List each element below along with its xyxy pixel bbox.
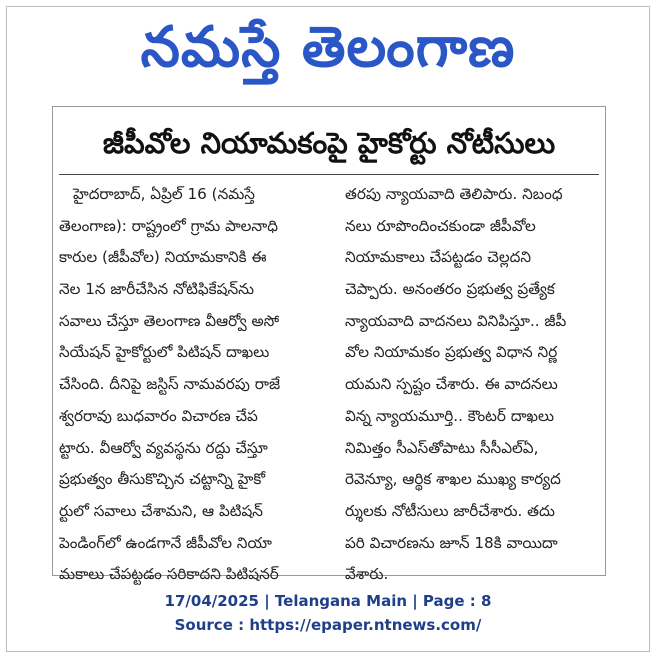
article-line: నలు రూపొందించకుండా జీపీవోల [345,216,536,235]
article-line: తరపు న్యాయవాది తెలిపారు. నిబంధ [345,185,563,203]
article-line: కారుల (జీపీవోల) నియామకానికి ఈ [59,248,267,267]
article-line: తెలంగాణ): రాష్ట్రంలో గ్రామ పాలనాధి [59,216,278,235]
article-line: వేశారు. [345,565,389,584]
article-line: నిమిత్తం సీఎస్‌తోపాటు సీసీఎల్ఏ, [345,438,539,457]
article-headline: జీపీవోల నియామకంపై హైకోర్టు నోటీసులు [102,126,556,160]
article-line: నెల 1న జారీచేసిన నోటిఫికేషన్‌ను [59,280,255,299]
article-line: సియేషన్ హైకోర్టులో పిటిషన్ దాఖలు [59,343,270,362]
article-line: యమని స్పష్టం చేశారు. ఈ వాదనలు [345,375,558,394]
article-line: మకాలు చేపట్టడం సరికాదని పిటిషనర్ [59,565,279,584]
article-line: ట్టారు. వీఆర్వో వ్యవస్థను రద్దు చేస్తూ [59,438,268,457]
article-line: చేసింది. దీనిపై జస్టిస్ నామవరపు రాజే [59,375,281,394]
article-line: న్యాయవాది వాదనలు వినిపిస్తూ.. జీపీ [345,311,567,330]
article-column-left [59,179,331,591]
publication-info: 17/04/2025 | Telangana Main | Page : 8 [164,592,492,610]
newspaper-logo: నమస్తే తెలంగాణ [140,15,516,80]
article-line: విన్న న్యాయమూర్తి.. కౌంటర్ దాఖలు [345,406,555,425]
article-line: హైదరాబాద్, ఏప్రిల్ 16 (నమస్తే [73,185,255,203]
source-link[interactable]: Source : https://epaper.ntnews.com/ [174,616,482,634]
article-line: వోల నియామకం ప్రభుత్వ విధాన నిర్ణ [345,343,558,362]
article-line: శ్వరరావు బుధవారం విచారణ చేప [59,406,258,425]
article-clipping [52,106,606,584]
article-line: పెండింగ్‌లో ఉండగానే జీపీవోల నియా [59,533,272,552]
article-line: ర్టులో సవాలు చేశామని, ఆ పిటిషన్ [59,501,263,520]
article-line: ప్రభుత్వం తీసుకొచ్చిన చట్టాన్ని హైకో [59,470,266,489]
article-line: పరి విచారణను జూన్ 18కి వాయిదా [345,533,558,552]
article-line: సవాలు చేస్తూ తెలంగాణ వీఆర్వో అసో [59,311,280,330]
article-line: రెవెన్యూ, ఆర్థిక శాఖల ముఖ్య కార్యద [345,470,561,489]
article-line: చెప్పారు. అనంతరం ప్రభుత్వ ప్రత్యేక [345,280,555,299]
article-line: నియామకాలు చేపట్టడం చెల్లదని [345,248,531,267]
article-column-right [345,179,605,591]
headline-divider [59,174,599,175]
article-line: ర్శులకు నోటీసులు జారీచేశారు. తదు [345,501,555,520]
